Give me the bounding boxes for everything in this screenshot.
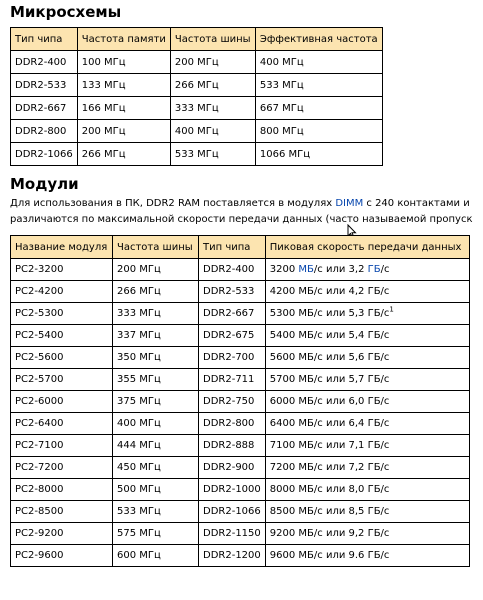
table-cell: DDR2-667 xyxy=(11,97,78,120)
table-row xyxy=(11,545,470,567)
table-cell: 266 МГц xyxy=(113,281,199,303)
table-cell: 100 МГц xyxy=(77,51,170,74)
table-cell: 400 МГц xyxy=(113,413,199,435)
modules-table xyxy=(10,235,470,567)
table-cell: 200 МГц xyxy=(77,120,170,143)
cell-text: /с или 3,2 xyxy=(313,264,368,275)
table-cell xyxy=(265,303,469,325)
table-row xyxy=(11,120,383,143)
table-cell: DDR2-900 xyxy=(199,457,266,479)
table-header-row xyxy=(11,236,470,259)
table-cell: DDR2-800 xyxy=(199,413,266,435)
table-cell: PC2-8000 xyxy=(11,479,113,501)
table-row xyxy=(11,501,470,523)
table-cell: 7100 МБ/с или 7,1 ГБ/с xyxy=(265,435,469,457)
table-cell: DDR2-1200 xyxy=(199,545,266,567)
column-header: Частота шины xyxy=(113,236,199,259)
table-cell: 575 МГц xyxy=(113,523,199,545)
table-cell: PC2-5300 xyxy=(11,303,113,325)
table-cell: DDR2-675 xyxy=(199,325,266,347)
table-cell: 444 МГц xyxy=(113,435,199,457)
table-row xyxy=(11,303,470,325)
table-cell: 333 МГц xyxy=(113,303,199,325)
table-row xyxy=(11,51,383,74)
cell-text: 3200 xyxy=(269,264,299,275)
table-row xyxy=(11,347,470,369)
table-cell: 133 МГц xyxy=(77,74,170,97)
column-header: Частота памяти xyxy=(77,28,170,51)
table-cell: 4200 МБ/с или 4,2 ГБ/с xyxy=(265,281,469,303)
table-row xyxy=(11,391,470,413)
table-cell: 600 МГц xyxy=(113,545,199,567)
table-cell: 800 МГц xyxy=(255,120,382,143)
table-row xyxy=(11,259,470,281)
table-cell: PC2-6400 xyxy=(11,413,113,435)
table-cell: 375 МГц xyxy=(113,391,199,413)
table-cell: 200 МГц xyxy=(170,51,255,74)
column-header: Тип чипа xyxy=(199,236,266,259)
unit-link[interactable]: ГБ xyxy=(367,264,381,275)
table-cell: 9200 МБ/с или 9,2 ГБ/с xyxy=(265,523,469,545)
table-cell: PC2-5700 xyxy=(11,369,113,391)
table-row xyxy=(11,413,470,435)
table-cell: PC2-3200 xyxy=(11,259,113,281)
table-cell: PC2-8500 xyxy=(11,501,113,523)
table-cell: 450 МГц xyxy=(113,457,199,479)
table-cell: 355 МГц xyxy=(113,369,199,391)
column-header: Эффективная частота xyxy=(255,28,382,51)
table-row xyxy=(11,369,470,391)
unit-link[interactable]: МБ xyxy=(298,264,314,275)
table-cell: 6400 МБ/с или 6,4 ГБ/с xyxy=(265,413,469,435)
microchips-table xyxy=(10,27,383,166)
table-cell: 333 МГц xyxy=(170,97,255,120)
table-cell: DDR2-700 xyxy=(199,347,266,369)
table-cell: PC2-9200 xyxy=(11,523,113,545)
cell-text: 5300 МБ/с или 5,3 ГБ/с xyxy=(269,308,390,319)
table-cell: 350 МГц xyxy=(113,347,199,369)
table-cell: 1066 МГц xyxy=(255,143,382,166)
table-cell: 266 МГц xyxy=(170,74,255,97)
table-cell: 400 МГц xyxy=(255,51,382,74)
table-cell: DDR2-711 xyxy=(199,369,266,391)
table-row xyxy=(11,435,470,457)
table-cell: DDR2-888 xyxy=(199,435,266,457)
table-cell: PC2-5400 xyxy=(11,325,113,347)
table-cell: DDR2-400 xyxy=(11,51,78,74)
table-cell: 166 МГц xyxy=(77,97,170,120)
table-cell: DDR2-400 xyxy=(199,259,266,281)
table-cell: 200 МГц xyxy=(113,259,199,281)
table-cell: 533 МГц xyxy=(255,74,382,97)
cell-text: /с xyxy=(380,264,390,275)
table-row xyxy=(11,523,470,545)
column-header: Название модуля xyxy=(11,236,113,259)
table-cell: 533 МГц xyxy=(113,501,199,523)
table-row xyxy=(11,479,470,501)
table-cell: PC2-7100 xyxy=(11,435,113,457)
table-row xyxy=(11,325,470,347)
table-cell: DDR2-533 xyxy=(11,74,78,97)
table-row xyxy=(11,143,383,166)
table-cell: 500 МГц xyxy=(113,479,199,501)
table-cell: DDR2-1066 xyxy=(199,501,266,523)
table-header-row xyxy=(11,28,383,51)
footnote-marker[interactable]: 1 xyxy=(389,305,394,314)
table-cell: 337 МГц xyxy=(113,325,199,347)
table-cell: 400 МГц xyxy=(170,120,255,143)
column-header: Тип чипа xyxy=(11,28,78,51)
modules-paragraph xyxy=(10,196,483,228)
table-cell: 533 МГц xyxy=(170,143,255,166)
table-cell: DDR2-1066 xyxy=(11,143,78,166)
table-cell: 5400 МБ/с или 5,4 ГБ/с xyxy=(265,325,469,347)
table-cell: DDR2-800 xyxy=(11,120,78,143)
table-cell: 5700 МБ/с или 5,7 ГБ/с xyxy=(265,369,469,391)
table-cell: 8000 МБ/с или 8,0 ГБ/с xyxy=(265,479,469,501)
table-cell: PC2-9600 xyxy=(11,545,113,567)
table-cell: 8500 МБ/с или 8,5 ГБ/с xyxy=(265,501,469,523)
paragraph-text: с 240 контактами и xyxy=(363,198,470,209)
table-row xyxy=(11,281,470,303)
paragraph-text: различаются по максимальной скорости передачи данных (часто называемой пропуск xyxy=(10,214,473,225)
table-cell: PC2-6000 xyxy=(11,391,113,413)
column-header: Пиковая скорость передачи данных xyxy=(265,236,469,259)
table-cell: DDR2-1000 xyxy=(199,479,266,501)
table-cell: PC2-4200 xyxy=(11,281,113,303)
modules-heading: Модули xyxy=(10,175,79,193)
table-cell: 7200 МБ/с или 7,2 ГБ/с xyxy=(265,457,469,479)
table-row xyxy=(11,457,470,479)
table-cell: DDR2-667 xyxy=(199,303,266,325)
table-cell: DDR2-1150 xyxy=(199,523,266,545)
table-cell: 9600 МБ/с или 9.6 ГБ/с xyxy=(265,545,469,567)
column-header: Частота шины xyxy=(170,28,255,51)
table-cell: 5600 МБ/с или 5,6 ГБ/с xyxy=(265,347,469,369)
microchips-heading: Микросхемы xyxy=(10,3,122,21)
table-cell: DDR2-750 xyxy=(199,391,266,413)
table-cell: 667 МГц xyxy=(255,97,382,120)
table-cell: PC2-7200 xyxy=(11,457,113,479)
table-cell: DDR2-533 xyxy=(199,281,266,303)
table-cell: PC2-5600 xyxy=(11,347,113,369)
table-cell xyxy=(265,259,469,281)
table-cell: 266 МГц xyxy=(77,143,170,166)
dimm-link[interactable]: DIMM xyxy=(335,198,364,209)
paragraph-text: Для использования в ПК, DDR2 RAM поставляется в модулях xyxy=(10,198,336,209)
table-row xyxy=(11,97,383,120)
table-row xyxy=(11,74,383,97)
table-cell: 6000 МБ/с или 6,0 ГБ/с xyxy=(265,391,469,413)
